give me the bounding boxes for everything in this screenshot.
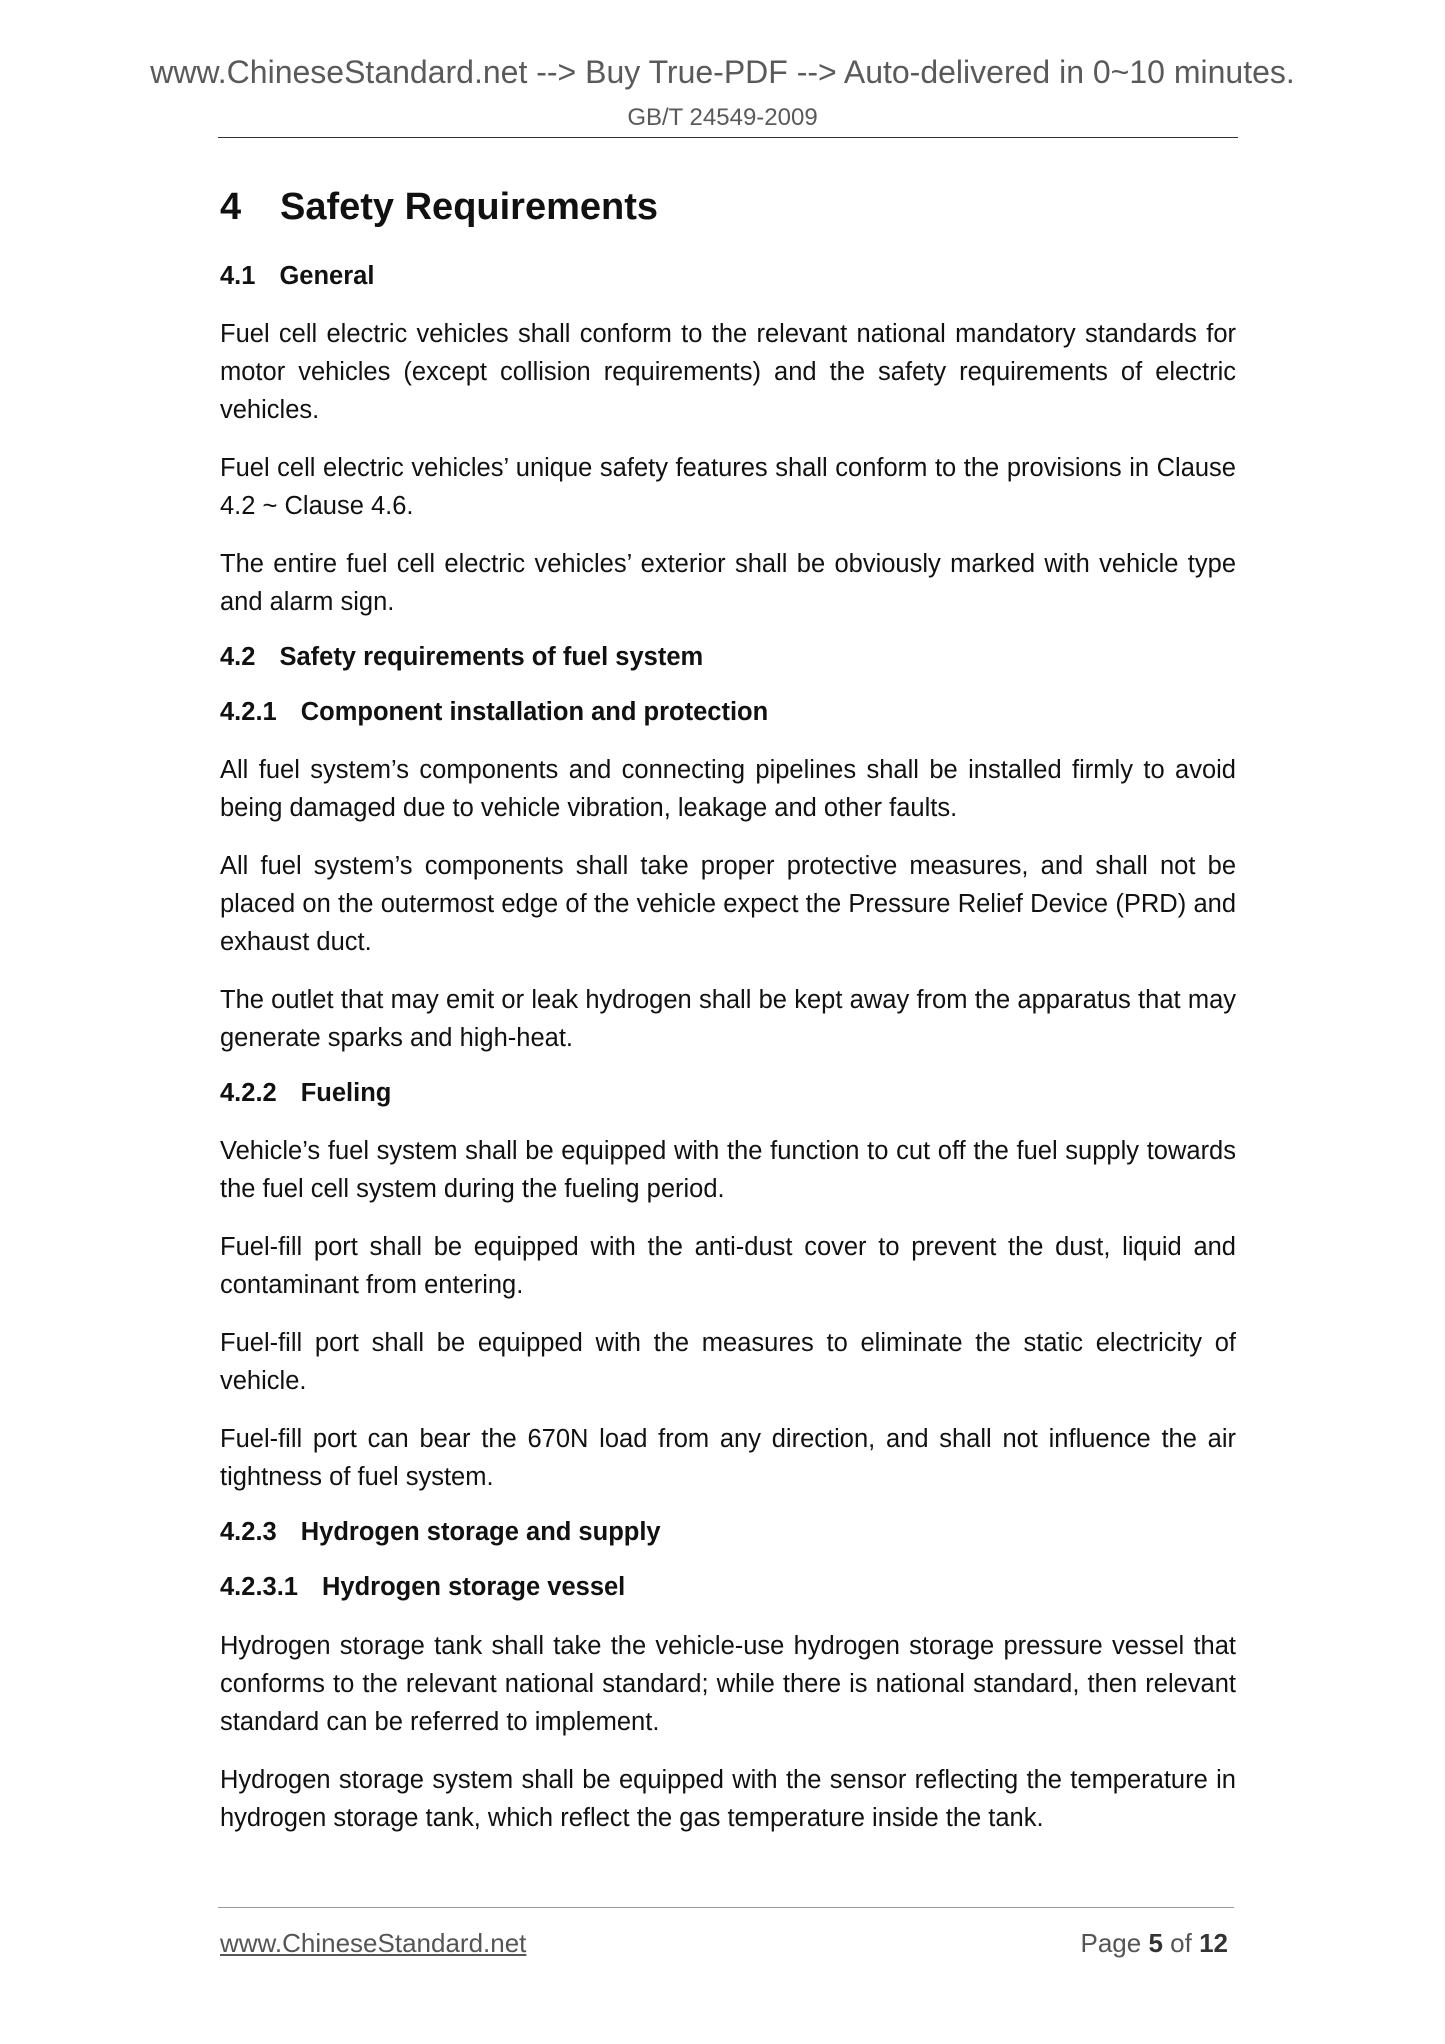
header-divider <box>218 137 1238 138</box>
page-word: Page <box>1080 1928 1142 1958</box>
header-banner: www.ChineseStandard.net --> Buy True-PDF --> Auto-delivered in 0~10 minutes. <box>150 54 1295 90</box>
subsection-number: 4.2.2 <box>220 1079 277 1108</box>
section-number: 4 <box>220 186 242 228</box>
subsection-4-1-heading <box>220 260 1236 293</box>
subsection-4-2-2-heading <box>220 1077 1236 1110</box>
subsection-number: 4.2.3 <box>220 1518 277 1547</box>
subsection-title: Safety requirements of fuel system <box>279 642 704 671</box>
paragraph: Vehicle’s fuel system shall be equipped with the function to cut off the fuel supply towards the fuel cell system during the fueling period. <box>220 1137 1236 1204</box>
subsection-4-2-3-heading <box>220 1516 1236 1549</box>
paragraph: The outlet that may emit or leak hydrogen shall be kept away from the apparatus that may generate sparks and high-heat. <box>220 986 1236 1053</box>
document-body <box>220 186 1236 1857</box>
subsection-number: 4.2.3.1 <box>220 1573 298 1602</box>
page-of: of <box>1170 1928 1192 1958</box>
paragraph: The entire fuel cell electric vehicles’ exterior shall be obviously marked with vehicle type and alarm sign. <box>220 549 1236 616</box>
paragraph: Hydrogen storage tank shall take the vehicle-use hydrogen storage pressure vessel that conforms to the relevant national standard; while there is national standard, then relevant standard can be referred to implement. <box>220 1631 1236 1736</box>
subsection-number: 4.1 <box>220 261 256 290</box>
section-heading <box>220 186 1236 230</box>
subsection-title: General <box>279 261 375 290</box>
subsection-4-2-heading <box>220 641 1236 674</box>
paragraph: Fuel-fill port can bear the 670N load from any direction, and shall not influence the air tightness of fuel system. <box>220 1425 1236 1492</box>
page-total: 12 <box>1199 1928 1228 1958</box>
subsection-number: 4.2.1 <box>220 697 277 726</box>
paragraph: Fuel cell electric vehicles shall conform to the relevant national mandatory standards for motor vehicles (except collision requirements) and the safety requirements of electric vehicles. <box>220 319 1236 424</box>
subsection-title: Hydrogen storage and supply <box>300 1518 661 1547</box>
subsection-title: Hydrogen storage vessel <box>321 1573 626 1602</box>
section-title: Safety Requirements <box>280 186 659 228</box>
footer-divider <box>218 1907 1234 1908</box>
subsection-4-2-3-1-heading <box>220 1571 1236 1604</box>
subsection-4-2-1-heading <box>220 696 1236 729</box>
page-indicator <box>1080 1930 1228 1956</box>
paragraph: All fuel system’s components shall take proper protective measures, and shall not be placed on the outermost edge of the vehicle expect the Pressure Relief Device (PRD) and exhaust duct. <box>220 852 1236 957</box>
paragraph: Fuel cell electric vehicles’ unique safety features shall conform to the provisions in Clause 4.2 ~ Clause 4.6. <box>220 453 1236 520</box>
page-current: 5 <box>1148 1928 1163 1958</box>
paragraph: Fuel-fill port shall be equipped with the anti-dust cover to prevent the dust, liquid and contaminant from entering. <box>220 1233 1236 1300</box>
paragraph: All fuel system’s components and connecting pipelines shall be installed firmly to avoid being damaged due to vehicle vibration, leakage and other faults. <box>220 756 1236 823</box>
paragraph: Fuel-fill port shall be equipped with the measures to eliminate the static electricity of vehicle. <box>220 1329 1236 1396</box>
paragraph: Hydrogen storage system shall be equipped with the sensor reflecting the temperature in hydrogen storage tank, which reflect the gas temperature inside the tank. <box>220 1765 1236 1832</box>
subsection-number: 4.2 <box>220 642 256 671</box>
subsection-title: Component installation and protection <box>300 697 769 726</box>
subsection-title: Fueling <box>300 1079 392 1108</box>
footer-website-link[interactable]: www.ChineseStandard.net <box>220 1928 527 1958</box>
standard-code: GB/T 24549-2009 <box>627 104 818 131</box>
